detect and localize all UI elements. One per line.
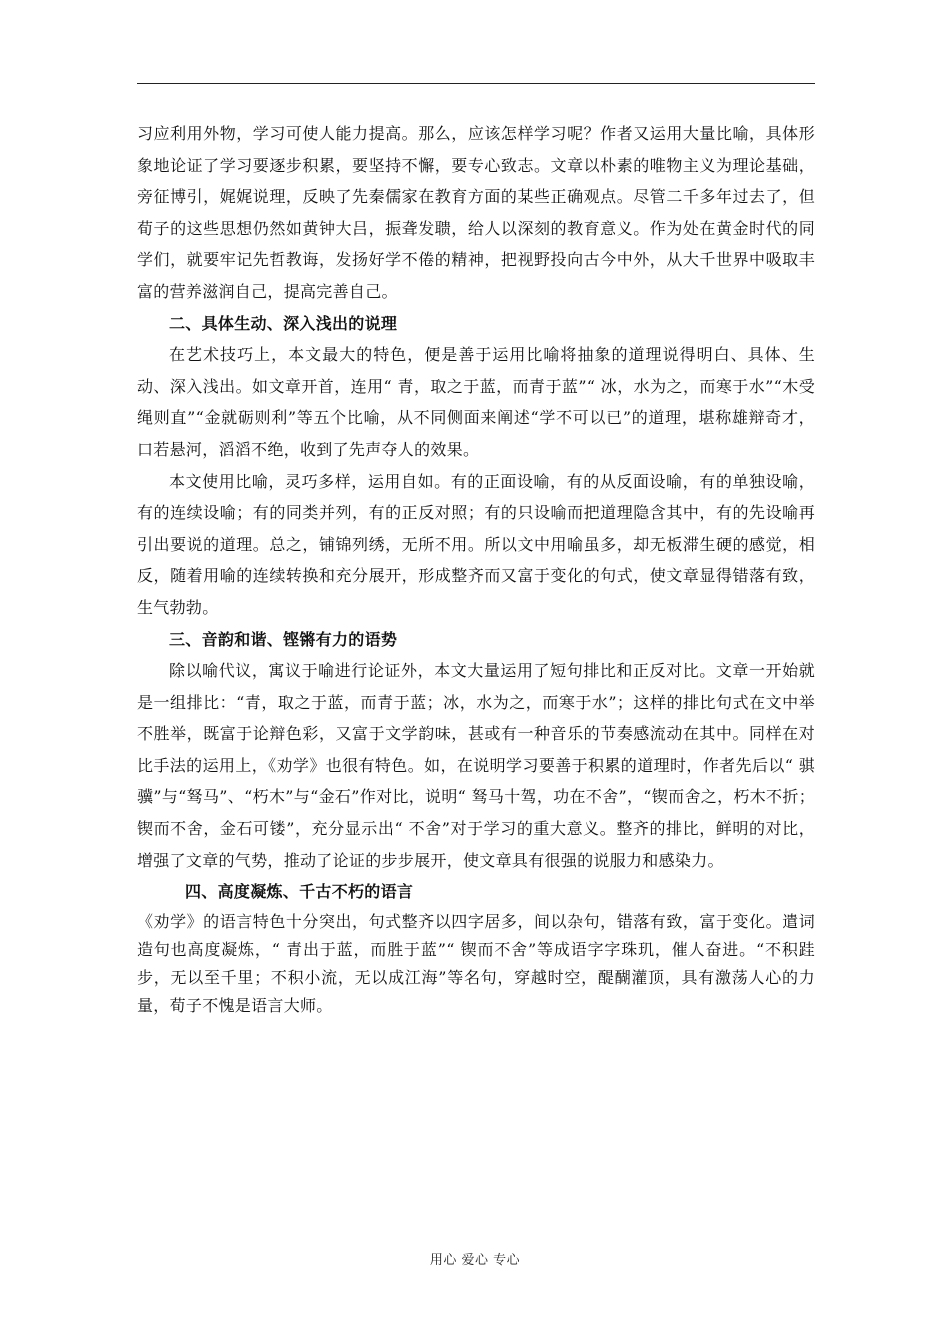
header-rule bbox=[137, 83, 815, 84]
page-footer: 用心 爱心 专心 bbox=[429, 1253, 521, 1268]
paragraph-continuation: 习应利用外物，学习可使人能力提高。那么，应该怎样学习呢？作者又运用大量比喻，具体形象地论证了学习要逐步积累，要坚持不懈，要专心致志。文章以朴素的唯物主义为理论基础，旁征博引，娓娓说理，反映了先秦儒家在教育方面的某些正确观点。尽管二千多年过去了，但荀子的这些思想仍然如黄钟大吕，振聋发聩，给人以深刻的教育意义。作为处在黄金时代的同学们，就要牢记先哲教诲，发扬好学不倦的精神，把视野投向古今中外，从大千世界中吸取丰富的营养滋润自己，提高完善自己。 bbox=[137, 124, 815, 301]
paragraph-metaphor-technique: 在艺术技巧上，本文最大的特色，便是善于运用比喻将抽象的道理说得明白、具体、生动、深入浅出。如文章开首，连用“ 青，取之于蓝，而青于蓝”“ 冰，水为之，而寒于水”“木受绳则直”“金就砺则利”等五个比喻，从不同侧面来阐述“学不可以已”的道理，堪称雄辩奇才，口若悬河，滔滔不绝，收到了先声夺人的效果。 bbox=[137, 345, 815, 459]
paragraph-metaphor-variety: 本文使用比喻，灵巧多样，运用自如。有的正面设喻，有的从反面设喻，有的单独设喻，有的连续设喻；有的同类并列，有的正反对照；有的只设喻而把道理隐含其中，有的先设喻再引出要说的道理。总之，铺锦列绣，无所不用。所以文中用喻虽多，却无板滞生硬的感觉，相反，随着用喻的连续转换和充分展开，形成整齐而又富于变化的句式，使文章显得错落有致，生气勃勃。 bbox=[137, 471, 815, 617]
paragraph-language: 《劝学》的语言特色十分突出，句式整齐以四字居多，间以杂句，错落有致，富于变化。遣词造句也高度凝炼，“ 青出于蓝，而胜于蓝”“ 锲而不舍”等成语字字珠玑，催人奋进。“不积跬步，无以至千里；不积小流，无以成江海”等名句，穿越时空，醍醐灌顶，具有激荡人心的力量，荀子不愧是语言大师。 bbox=[137, 911, 815, 1015]
paragraph-parallelism: 除以喻代议，寓议于喻进行论证外，本文大量运用了短句排比和正反对比。文章一开始就是一组排比：“青，取之于蓝，而青于蓝；冰，水为之，而寒于水”；这样的排比句式在文中举不胜举，既富于论辩色彩，又富于文学韵味，甚或有一种音乐的节奏感流动在其中。同样在对比手法的运用上，《劝学》也很有特色。如，在说明学习要善于积累的道理时，作者先后以“ 骐骥”与“驽马”、“朽木”与“金石”作对比，说明“ 驽马十驾，功在不舍”，“锲而舍之，朽木不折；锲而不舍，金石可镂”，充分显示出“ 不舍”对于学习的重大意义。整齐的排比，鲜明的对比，增强了文章的气势，推动了论证的步步展开，使文章具有很强的说服力和感染力。 bbox=[137, 661, 815, 870]
document-body bbox=[137, 118, 815, 1020]
section-heading-3: 三、音韵和谐、铿锵有力的语势 bbox=[169, 629, 398, 649]
section-heading-4: 四、高度凝炼、千古不朽的语言 bbox=[185, 882, 414, 902]
section-heading-2: 二、具体生动、深入浅出的说理 bbox=[169, 313, 398, 333]
